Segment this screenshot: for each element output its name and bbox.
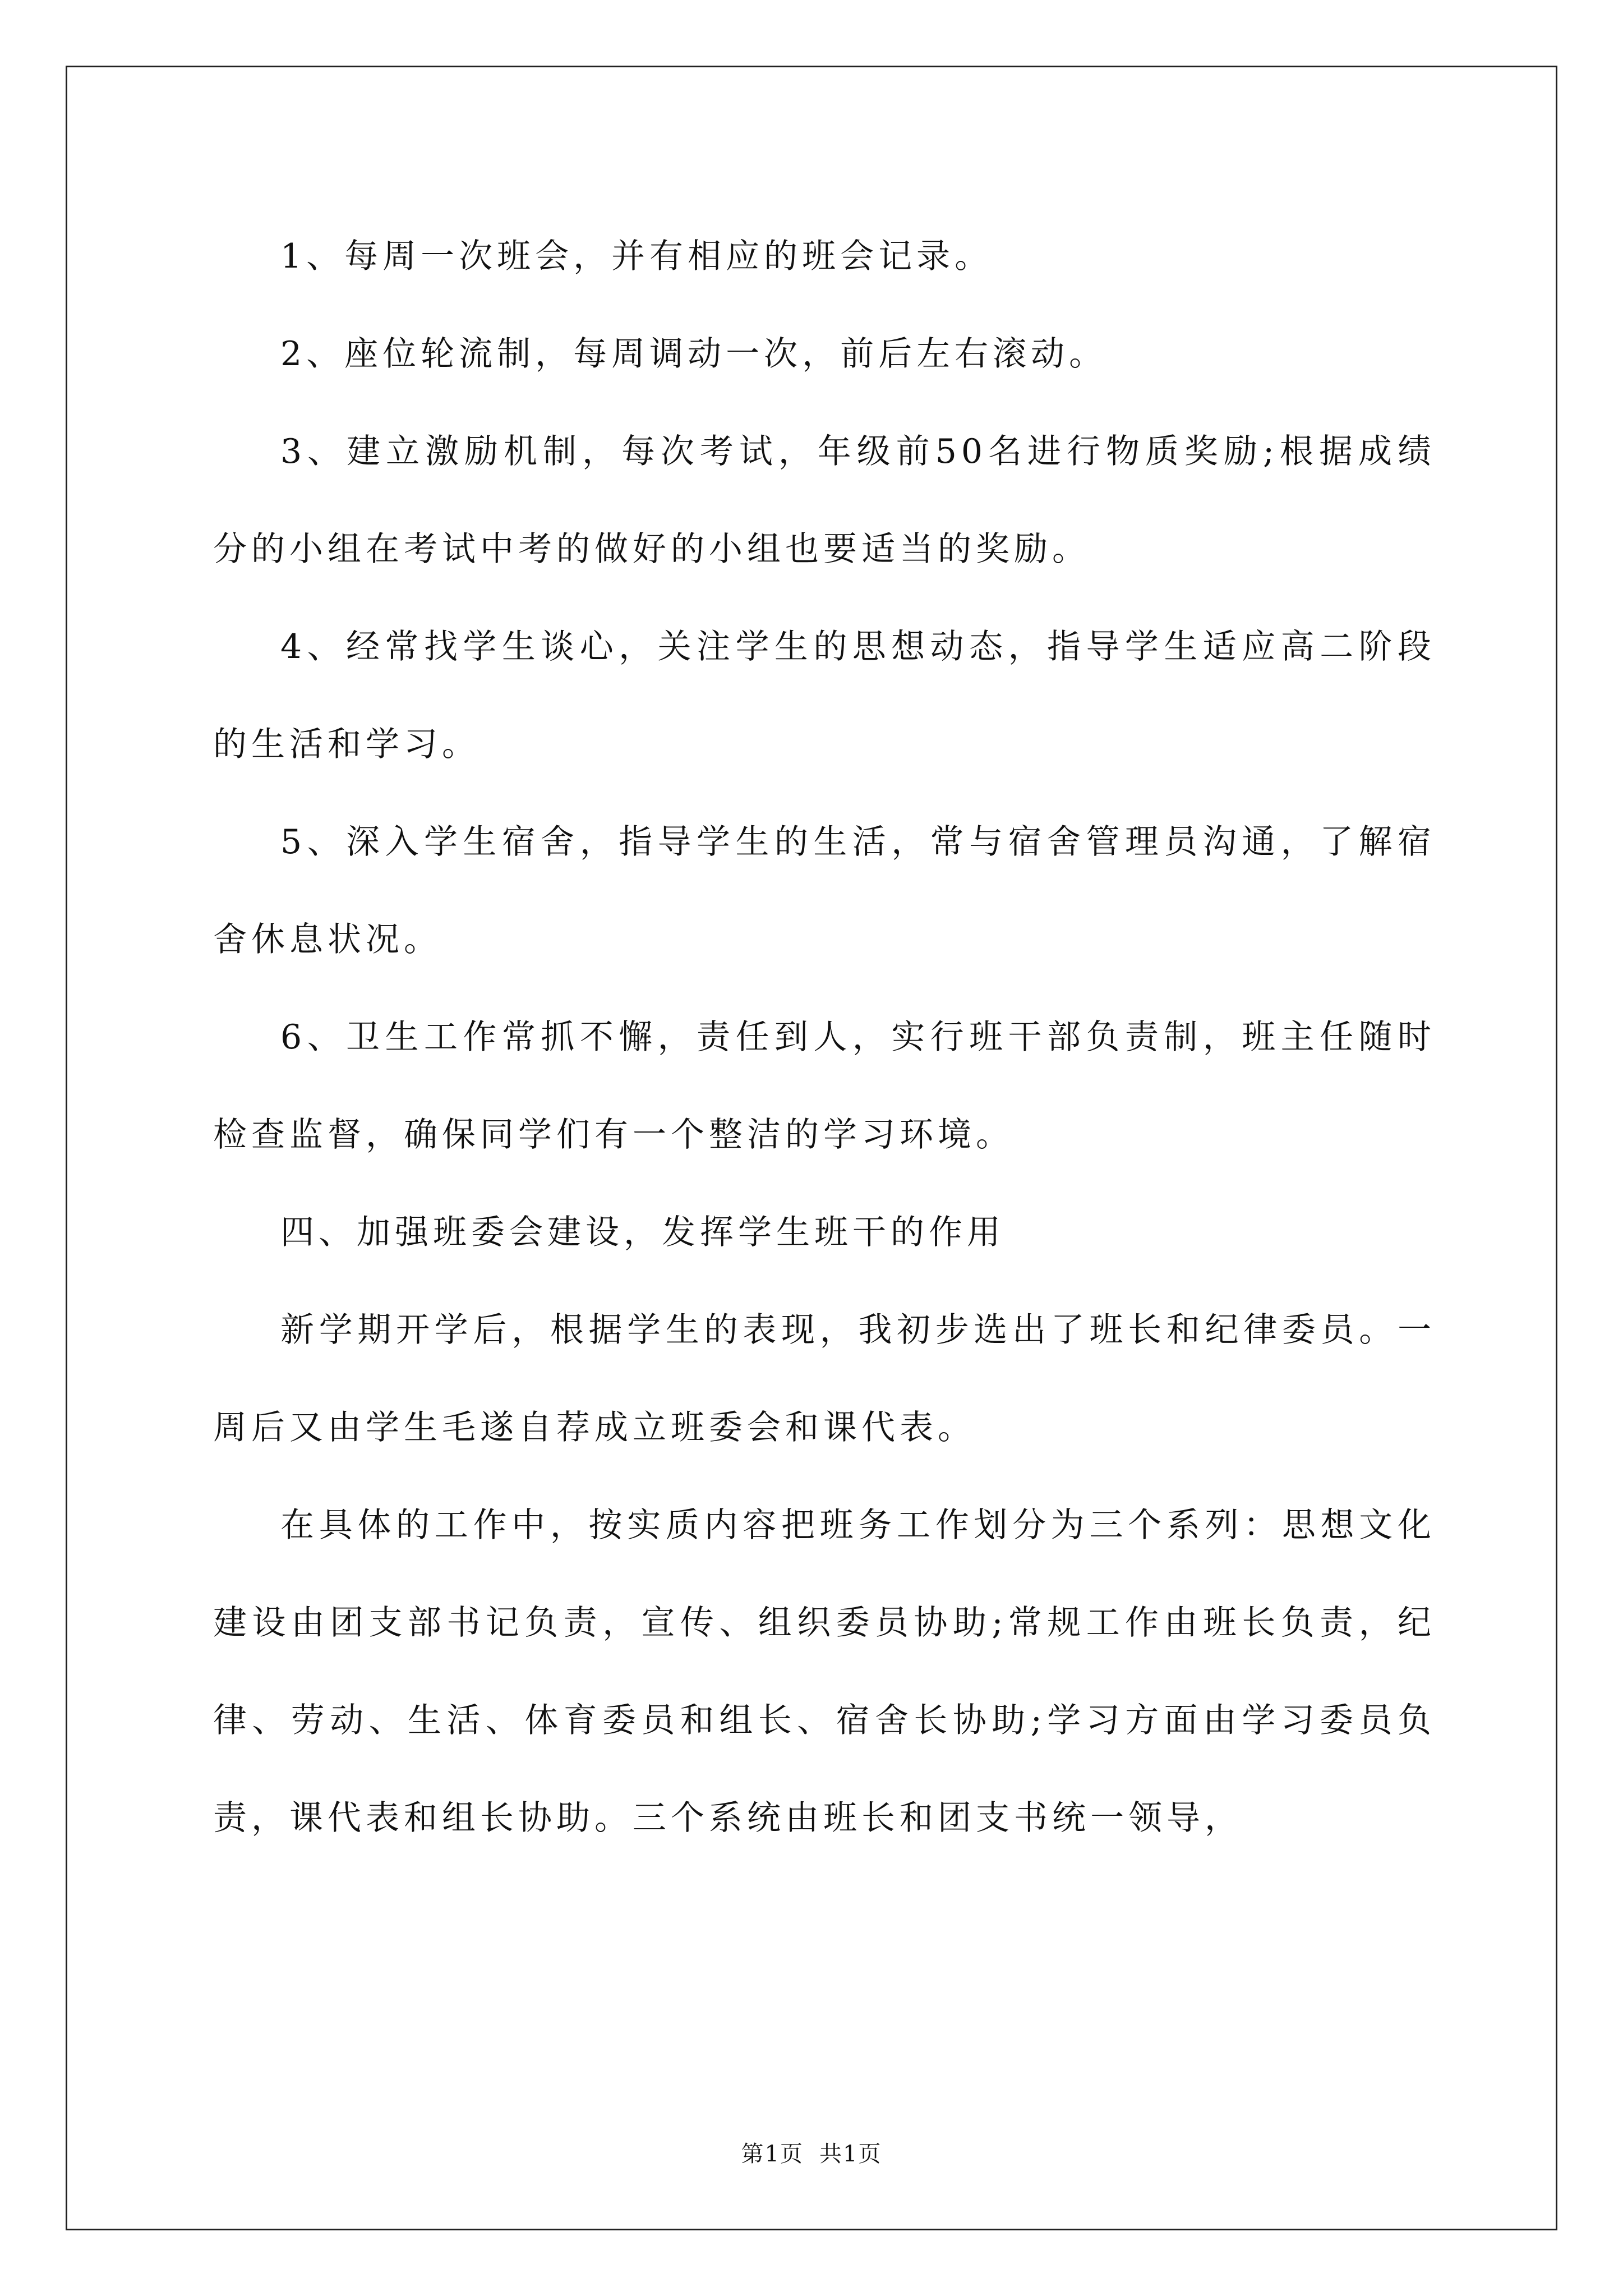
page-footer (0, 2136, 1623, 2168)
paragraph-6: 6、卫生工作常抓不懈，责任到人，实行班干部负责制，班主任随时检查监督，确保同学们有一个整洁的学习环境。 (213, 1018, 1436, 1154)
paragraph-7: 新学期开学后，根据学生的表现，我初步选出了班长和纪律委员。一周后又由学生毛遂自荐成立班委会和课代表。 (213, 1310, 1436, 1447)
paragraph-2: 2、座位轮流制，每周调动一次，前后左右滚动。 (280, 334, 1108, 374)
paragraph-4: 4、经常找学生谈心，关注学生的思想动态，指导学生适应高二阶段的生活和学习。 (213, 627, 1436, 764)
paragraph-3: 3、建立激励机制，每次考试，年级前50名进行物质奖励;根据成绩分的小组在考试中考的做好的小组也要适当的奖励。 (213, 432, 1436, 569)
page-number: 第1页 (741, 2141, 804, 2167)
paragraph-8: 在具体的工作中，按实质内容把班务工作划分为三个系列：思想文化建设由团支部书记负责，宣传、组织委员协助;常规工作由班长负责，纪律、劳动、生活、体育委员和组长、宿舍长协助;学习方面由学习委员负责，课代表和组长协助。三个系统由班长和团支书统一领导， (213, 1506, 1436, 1838)
section-heading: 四、加强班委会建设，发挥学生班干的作用 (280, 1213, 1005, 1252)
document-body (213, 208, 1436, 1867)
paragraph-5: 5、深入学生宿舍，指导学生的生活，常与宿舍管理员沟通，了解宿舍休息状况。 (213, 822, 1436, 959)
page-total: 共1页 (819, 2141, 882, 2167)
paragraph-1: 1、每周一次班会，并有相应的班会记录。 (280, 237, 993, 276)
